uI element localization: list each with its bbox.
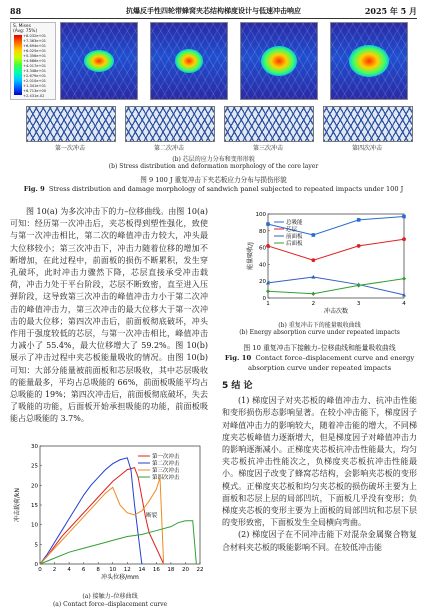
fig10-caption [222,343,417,373]
legend-label: 芯层 [286,227,298,233]
fig10-caption-cn: 图 10 重复冲击下接触力–位移曲线和能量吸收曲线 [243,344,396,352]
force-displacement-chart [10,438,210,590]
x-tick-label: 1 [266,301,270,307]
core-morphology-4 [323,106,413,142]
fig10-caption-en-text: Contact force–displacement curve and energy absorption curve under repeated impacts [247,354,415,372]
y-tick-label: 40 [259,262,266,269]
issue-date: 2025 年 5 月 [364,6,417,16]
y-tick-label: 60 [259,245,266,252]
x-tick-label: 16 [152,567,160,573]
legend-label: 前面板 [286,234,303,240]
core-morphology-2 [125,106,215,142]
data-point [312,233,316,237]
x-tick-label: 18 [167,567,175,573]
legend-label: 第三次冲击 [152,468,180,474]
x-tick-label: 6 [81,567,86,573]
y-tick-label: 30 [31,444,38,450]
stress-legend-value: +5.356e+01 [23,54,47,58]
data-point [402,215,406,219]
fig9-sub-caption-cn: (b) 芯层的应力分布和变形形貌 [172,156,255,163]
data-point [311,292,315,296]
stress-legend-value: +6.025e+01 [23,49,47,53]
impact-label-4: 第四次冲击 [351,145,382,152]
fig10a-caption-cn: (a) 接触力–位移曲线 [82,593,138,600]
legend-label: 第一次冲击 [152,454,180,460]
data-point [357,244,361,248]
y-tick-label: 80 [259,228,266,235]
series-line-1 [40,468,164,564]
fracture-annotation: 断裂 [146,512,158,519]
impact-label-1: 第一次冲击 [54,145,85,152]
data-point [311,258,315,262]
fig10-caption-en [222,353,417,373]
x-axis-label: 冲头位移/mm [101,574,139,581]
fig10b-caption-cn: (b) 重复冲击下的能量吸收曲线 [278,322,361,329]
stress-panel-3 [240,22,318,100]
impact-label-3: 第三次冲击 [252,145,283,152]
stress-legend-value: +1.341e+01 [23,84,47,88]
x-tick-label: 4 [402,301,406,307]
data-point [402,276,406,280]
data-point [266,244,270,248]
fig9-caption-en-label: Fig. 9 [23,185,45,193]
conclusion-paragraph-2: (2) 梯度因子在不同冲击能下对混杂金属聚合物复合材料夹芯板的吸能影响不同。在较低冲击能 [222,530,417,552]
y-tick-label: 20 [31,483,38,490]
stress-legend-value: +2.431e-02 [23,94,45,98]
x-axis-label: 冲击次数 [323,308,349,315]
fig9-caption-cn: 图 9 100 J 重复冲击下夹芯板应力分布与损伤形貌 [140,176,287,184]
y-tick-label: 0 [262,296,266,302]
y-axis-label: 能量吸收/J [247,242,254,270]
figure-9 [10,22,417,172]
body-paragraph: 图 10(a) 为多次冲击下的力–位移曲线。由图 10(a) 可知：经历第一次冲击后，夹芯板得到塑性强化，致使与第一次冲击相比，第二次的峰值冲击力较大，冲头最大位移较小；第三次冲击下，冲击力随着位移的增加不断增加，在此过程中，前面板的损伤不断累积，发生穿孔破坏，此时冲击力骤然下降，芯层直接承受冲击载荷，冲击力处于平台阶段，芯层不断致密，直至进入压弹阶段，这导致第三次冲击的峰值冲击力小于第二次冲击的峰值冲击力，第三次冲击的最大位移大于第一次冲击的最大位移；第四次冲击后，前面板彻底破坏，冲头作用于强度较低的芯层，与第一次冲击相比，峰值冲击力减小了 55.4%，最大位移增大了 59.2%。图 10(b) 展示了冲击过程中夹芯板能量吸收的情况。由图 10(b) 可知：大部分能量被前面板和芯层吸收，其中芯层吸收的能量最多，平均占总吸能的 66%，前面板吸能平均占总吸能的 19%；第四次冲击后，前面板彻底破坏，失去了吸能的功能，后面板开始承担吸能的功能，前面板吸能占总吸能的 3.7%。 [10,207,208,424]
data-point [357,218,361,222]
fig10a-caption-en: (a) Contact force–displacement curve [52,601,168,608]
impact-label-2: 第二次冲击 [153,145,184,152]
core-morphology-1 [26,106,116,142]
stress-legend [10,22,56,100]
y-tick-label: 0 [34,562,38,568]
left-column-text [10,206,208,434]
y-axis-label: 冲击载荷/kN [14,488,21,522]
stress-legend-value: +8.032e+01 [23,34,47,38]
stress-legend-value: +4.686e+01 [23,59,47,63]
stress-legend-value: +2.679e+01 [23,74,47,78]
stress-legend-value: +6.713e+00 [23,89,47,93]
legend-label: 第四次冲击 [152,475,180,481]
page-number: 88 [10,6,22,16]
fig9-sub-caption-en: (b) Stress distribution and deformation morphology of the core layer [108,163,319,170]
stress-panel-1 [60,22,138,100]
legend-label: 第二次冲击 [152,461,180,467]
fig10b-caption-en: (b) Energy absorption curve under repeated impacts [239,329,400,336]
stress-legend-value: +3.348e+01 [23,69,47,73]
data-point [266,222,270,226]
running-title: 抗爆反手性四轮带蜂窝夹芯结构梯度设计与低速冲击响应 [126,6,301,15]
stress-legend-value: +2.010e+01 [23,79,47,83]
x-tick-label: 4 [67,567,71,573]
data-point [402,237,406,241]
y-tick-label: 100 [255,212,266,218]
stress-legend-values [23,34,46,99]
stress-legend-value: +6.694e+01 [23,44,47,48]
page-header [10,6,417,19]
stress-legend-value: +7.363e+01 [23,39,47,43]
series-line-3 [40,477,164,564]
stress-panel-4 [330,22,408,100]
y-tick-label: 5 [34,542,38,549]
x-tick-label: 22 [196,567,204,573]
stress-color-bar [14,35,22,95]
data-point [266,289,270,293]
fig10-caption-en-label: Fig. 10 [224,354,252,362]
fig9-caption-en-text: Stress distribution and damage morphology of sandwich panel subjected to repeated impacts under 100 J [48,185,404,193]
x-tick-label: 2 [52,567,57,573]
x-tick-label: 2 [311,301,316,307]
stress-panel-2 [150,22,228,100]
energy-absorption-chart [222,208,417,320]
x-tick-label: 12 [123,567,131,573]
right-column-text [222,378,417,612]
x-tick-label: 3 [356,301,361,307]
y-tick-label: 25 [31,463,38,470]
x-tick-label: 8 [96,567,100,573]
stress-legend-value: +4.017e+01 [23,64,47,68]
legend-label: 总吸能 [286,220,303,226]
conclusion-paragraph-1: (1) 梯度因子对夹芯板的峰值冲击力、抗冲击性能和变形损伤形态影响显著。在较小冲击能下，梯度因子对峰值冲击力的影响较大，随着冲击能的增大，不同梯度夹芯板峰值力逐渐增大，但是梯度因子对峰值冲击力的影响逐渐减小。正梯度夹芯板抗冲击性能最大，均匀夹芯板抗冲击性能次之，负梯度夹芯板抗冲击性能最小。梯度因子改变了蜂窝芯结构，会影响夹芯板的变形模式。正梯度夹芯板和均匀夹芯板的损伤破坏主要为上面板和芯层上层的局部凹坑，下面板几乎没有变形；负梯度夹芯板的变形主要为上面板的局部凹坑和芯层下层的变形致密，下面板发生全局横向弯曲。 [222,396,417,528]
core-morphology-3 [224,106,314,142]
y-tick-label: 15 [31,503,38,509]
x-tick-label: 0 [38,567,42,573]
x-tick-label: 20 [181,567,189,573]
x-tick-label: 14 [138,567,146,573]
section-heading: 5 结 论 [222,381,253,391]
legend-label: 后面板 [286,241,303,247]
x-tick-label: 10 [109,567,117,573]
stress-legend-title: S, Mises (Avg: 75%) [13,24,38,34]
y-tick-label: 10 [31,522,38,529]
fig9-caption-en [10,185,417,194]
y-tick-label: 20 [259,279,266,286]
